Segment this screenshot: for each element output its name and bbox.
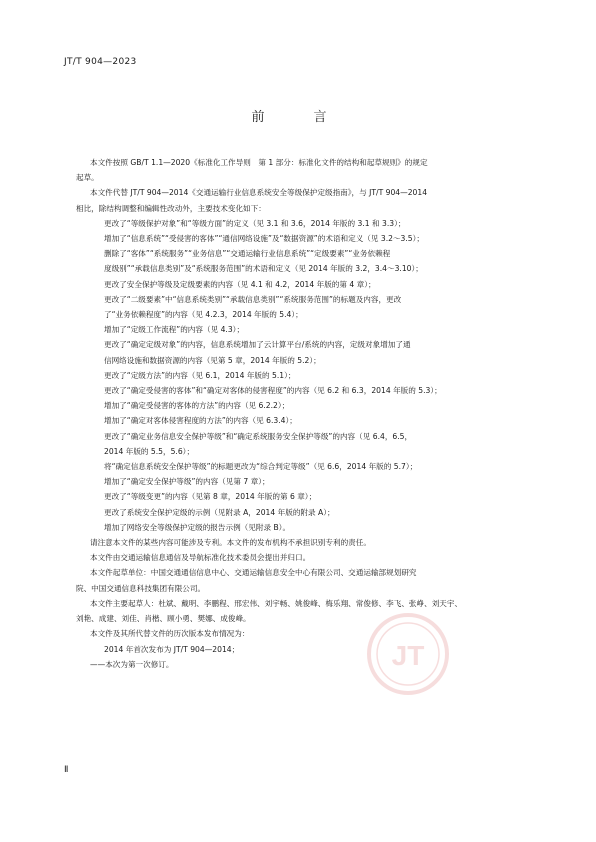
foreword-body xyxy=(76,155,532,672)
paragraph-line: 本文件按照 GB/T 1.1—2020《标准化工作导则 第 1 部分：标准化文件的结构和起草规则》的规定 xyxy=(90,158,428,167)
paragraph-line: 更改了“等级变更”的内容（见第 8 章，2014 年版的第 6 章）； xyxy=(104,492,317,502)
paragraph-line: 增加了“确定受侵害的客体的方法”的内容（见 6.2.2）； xyxy=(104,401,290,411)
paragraph-line: 2014 年版的 5.5，5.6）； xyxy=(104,446,195,456)
paragraph-line: 信网络设施和数据资源的内容（见第 5 章，2014 年版的 5.2）； xyxy=(104,355,321,365)
paragraph-line: 本文件及其所代替文件的历次版本发布情况为： xyxy=(90,629,250,639)
document-code-header: JT/T 904—2023 xyxy=(64,57,137,67)
paragraph-line: 增加了“确定对客体侵害程度的方法”的内容（见 6.3.4）； xyxy=(104,416,297,426)
paragraph-line: 院、中国交通信息科技集团有限公司。 xyxy=(76,583,206,593)
page-title: 前 言 xyxy=(251,110,345,125)
paragraph-line: 本文件主要起草人：杜斌、戴明、李鹏程、邢宏伟、刘宇畅、姚俊峰、梅乐翔、常俊修、李飞、张峥、刘天宇、 xyxy=(90,598,463,608)
page-number: Ⅱ xyxy=(64,765,69,775)
paragraph-line: 请注意本文件的某些内容可能涉及专利。本文件的发布机构不承担识别专利的责任。 xyxy=(90,538,371,548)
paragraph-line: 更改了安全保护等级及定级要素的内容（见 4.1 和 4.2，2014 年版的第 4 章）； xyxy=(104,279,376,289)
paragraph-line: 本文件由交通运输信息通信及导航标准化技术委员会提出并归口。 xyxy=(90,553,311,563)
paragraph-line: 更改了系统安全保护定级的示例（见附录 A，2014 年版的附录 A）； xyxy=(104,507,335,517)
paragraph-line: 起草。 xyxy=(76,173,99,183)
paragraph-line: 更改了“确定业务信息安全保护等级”和“确定系统服务安全保护等级”的内容（见 6.4，6.5， xyxy=(104,431,413,441)
paragraph-line: 了“业务依赖程度”的内容（见 4.2.3，2014 年版的 5.4）； xyxy=(104,310,303,320)
paragraph-line: 更改了“定级方法”的内容（见 6.1，2014 年版的 5.1）； xyxy=(104,370,296,380)
svg-text:JT: JT xyxy=(391,640,425,671)
paragraph-line: 本文件起草单位：中国交通通信信息中心、交通运输信息安全中心有限公司、交通运输部规划研究 xyxy=(90,568,417,578)
paragraph-line: 增加了“确定安全保护等级”的内容（见第 7 章）； xyxy=(104,477,270,487)
paragraph-line: 2014 年首次发布为 JT/T 904—2014； xyxy=(104,644,240,654)
paragraph-line: 刘艳、成建、刘佳、肖楷、顾小勇、樊娜、成俊峰。 xyxy=(76,614,251,624)
jt-seal-watermark xyxy=(366,612,450,696)
paragraph-line: 更改了“二级要素”中“信息系统类别”“承载信息类别”“系统服务范围”的标题及内容，更改 xyxy=(104,294,402,304)
paragraph-line: 更改了“等级保护对象”和“等级方面”的定义（见 3.1 和 3.6，2014 年版的 3.1 和 3.3）； xyxy=(104,218,406,228)
paragraph-line: 将“确定信息系统安全保护等级”的标题更改为“综合判定等级”（见 6.6，2014 年版的 5.7）； xyxy=(104,462,418,472)
paragraph-line: 本文件代替 JT/T 904—2014《交通运输行业信息系统安全等级保护定级指南》，与 JT/T 904—2014 xyxy=(90,188,428,198)
paragraph-line: 增加了“信息系统”“受侵害的客体”“通信网络设施”及“数据资源”的术语和定义（见 3.2～3.5）； xyxy=(104,234,425,244)
paragraph-line: 更改了“确定定级对象”的内容，信息系统增加了云计算平台/系统的内容，定级对象增加了通 xyxy=(104,340,411,350)
paragraph-line: ——本次为第一次修订。 xyxy=(90,659,174,669)
paragraph-line: 度级别”“承载信息类别”及“系统服务范围”的术语和定义（见 2014 年版的 3.2，3.4～3.10）； xyxy=(104,264,423,274)
paragraph-line: 更改了“确定受侵害的客体”和“确定对客体的侵害程度”的内容（见 6.2 和 6.3，2014 年版的 5.3）； xyxy=(104,386,442,396)
paragraph-line: 删除了“客体”“系统服务”“业务信息”“交通运输行业信息系统”“定级要素”“业务依赖程 xyxy=(104,249,391,259)
paragraph-line: 增加了“定级工作流程”的内容（见 4.3）； xyxy=(104,325,245,335)
paragraph-line: 相比，除结构调整和编辑性改动外，主要技术变化如下： xyxy=(76,203,266,213)
paragraph-line: 增加了网络安全等级保护定级的报告示例（见附录 B）。 xyxy=(104,522,291,532)
